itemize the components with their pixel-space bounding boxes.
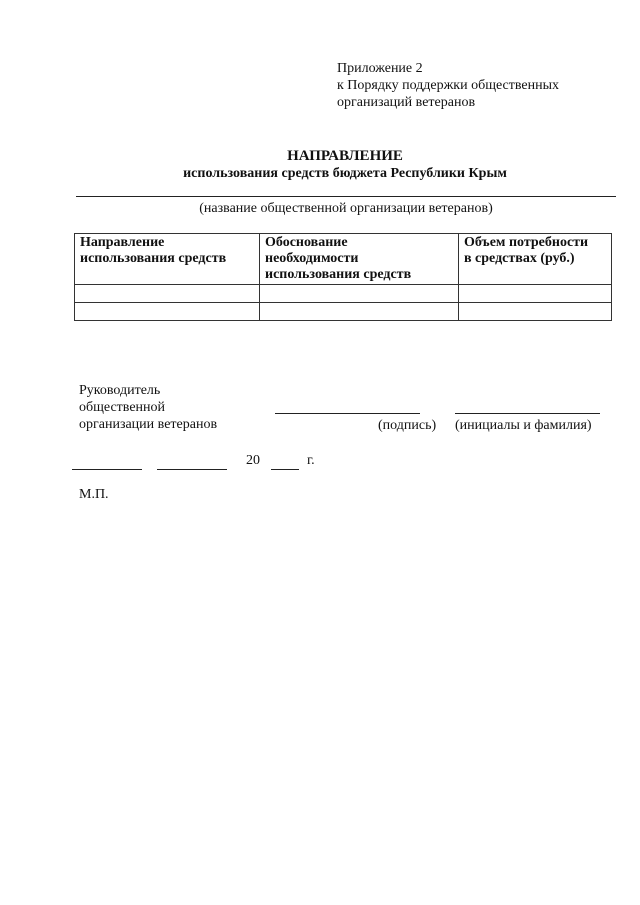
header-justification-line-3: использования средств	[265, 267, 412, 282]
full-name-line[interactable]	[455, 413, 600, 414]
table-cell[interactable]	[260, 285, 459, 303]
header-amount	[459, 234, 612, 285]
document-title: НАПРАВЛЕНИЕ	[287, 148, 403, 164]
table-cell[interactable]	[459, 303, 612, 321]
head-label-line-3: организации ветеранов	[79, 417, 218, 432]
header-amount-line-2: в средствах (руб.)	[464, 251, 575, 266]
date-century: 20	[246, 453, 260, 468]
date-day-line[interactable]	[72, 469, 142, 470]
header-amount-line-1: Объем потребности	[464, 235, 589, 250]
appendix-note	[337, 60, 559, 111]
funds-usage-table	[74, 233, 612, 321]
table-header-row	[75, 234, 612, 285]
table-cell[interactable]	[75, 303, 260, 321]
table-cell[interactable]	[459, 285, 612, 303]
signature-caption: (подпись)	[378, 418, 437, 433]
head-label-line-2: общественной	[79, 400, 166, 415]
table-row	[75, 303, 612, 321]
date-year-line[interactable]	[271, 469, 299, 470]
stamp-place-label: М.П.	[79, 487, 109, 502]
document-subtitle: использования средств бюджета Республики Крым	[183, 166, 507, 181]
head-label-line-1: Руководитель	[79, 383, 161, 398]
table-row	[75, 285, 612, 303]
organization-name-line	[76, 196, 616, 197]
appendix-line-3: организаций ветеранов	[337, 95, 476, 110]
header-justification-line-2: необходимости	[265, 251, 359, 266]
date-year-suffix: г.	[307, 453, 315, 468]
head-of-organization-label	[79, 382, 217, 433]
header-justification	[260, 234, 459, 285]
signature-line[interactable]	[275, 413, 420, 414]
table-cell[interactable]	[260, 303, 459, 321]
appendix-line-1: Приложение 2	[337, 61, 423, 76]
header-direction-line-1: Направление	[80, 235, 165, 250]
appendix-line-2: к Порядку поддержки общественных	[337, 78, 560, 93]
header-direction	[75, 234, 260, 285]
date-month-line[interactable]	[157, 469, 227, 470]
organization-name-caption: (название общественной организации ветеранов)	[199, 201, 493, 216]
table-cell[interactable]	[75, 285, 260, 303]
header-justification-line-1: Обоснование	[265, 235, 348, 250]
full-name-caption: (инициалы и фамилия)	[455, 418, 592, 433]
header-direction-line-2: использования средств	[80, 251, 227, 266]
